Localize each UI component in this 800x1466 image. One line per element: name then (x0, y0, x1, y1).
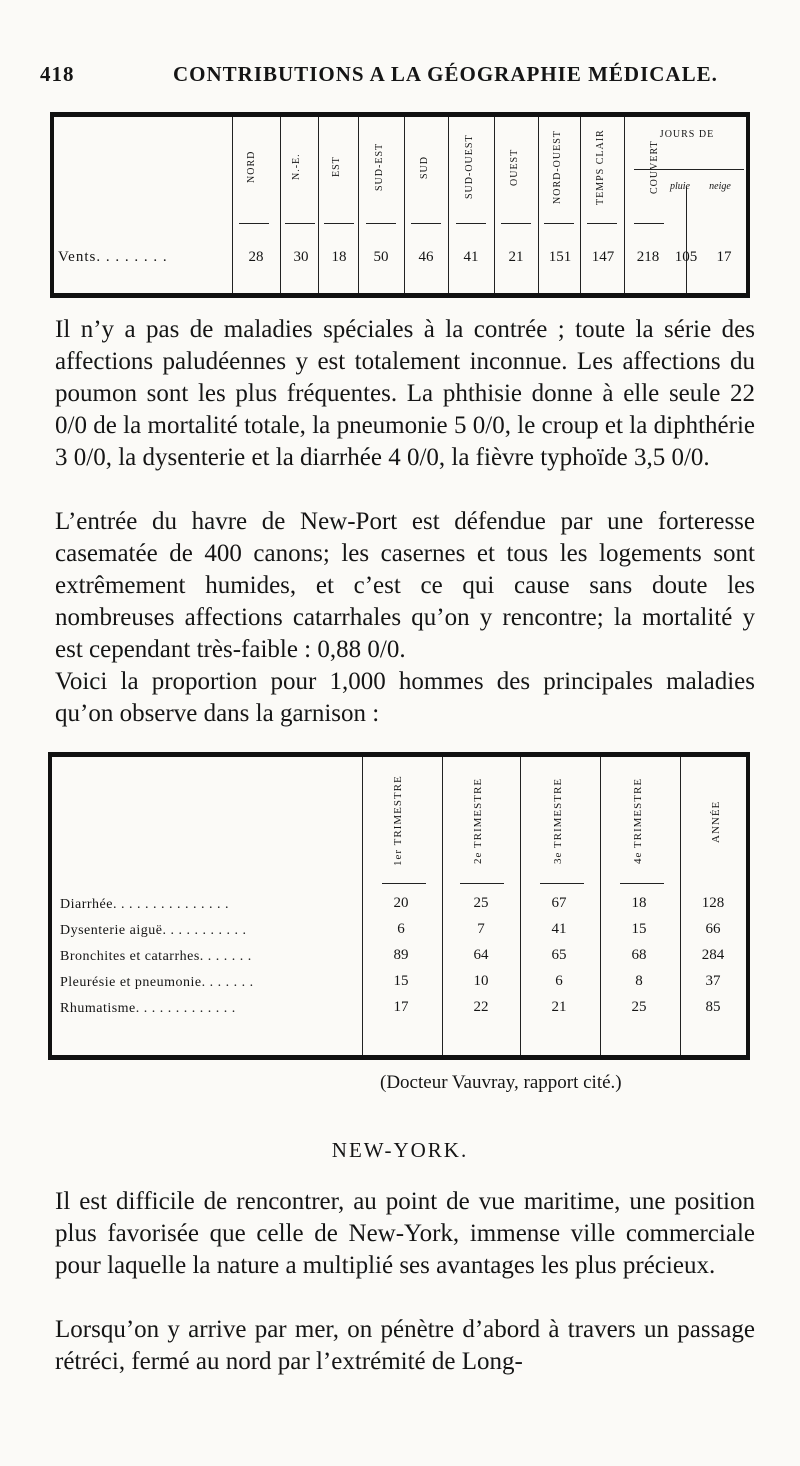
cell: 67 (551, 895, 567, 911)
cell: 8 (635, 973, 643, 989)
disease-col-annee: ANNÉE (710, 800, 722, 844)
cell: 10 (473, 973, 489, 989)
cell: 17 (393, 999, 409, 1015)
cell: 20 (393, 895, 409, 911)
winds-row-label: Vents. . . . . . . . (58, 249, 168, 265)
winds-value-4: 46 (418, 249, 434, 265)
page-number: 418 (40, 62, 75, 86)
cell: 18 (631, 895, 647, 911)
jours-sub-pluie: pluie (670, 181, 690, 192)
cell: 128 (701, 895, 725, 911)
cell: 25 (631, 999, 647, 1015)
paragraph-proportion: Voici la proportion pour 1,000 hommes des principales maladies qu’on observe dans la garnison : (55, 668, 755, 727)
jours-value-pluie: 105 (674, 249, 698, 265)
disease-col-trim1: 1er TRIMESTRE (392, 775, 404, 867)
cell: 37 (705, 973, 721, 989)
running-title: CONTRIBUTIONS A LA GÉOGRAPHIE MÉDICALE. (173, 62, 718, 86)
paragraph-arrival: Lorsqu’on y arrive par mer, on pénètre d’abord à travers un passage rétréci, fermé au nord par l’extrémité de Long- (55, 1316, 755, 1375)
cell: 89 (393, 947, 409, 963)
winds-col-0: NORD (246, 150, 257, 184)
winds-col-8: TEMPS CLAIR (595, 129, 606, 205)
cell: 15 (631, 921, 647, 937)
winds-col-3: SUD-EST (374, 142, 385, 192)
winds-col-7: NORD-OUEST (552, 130, 563, 204)
winds-col-1: N.-E. (291, 153, 302, 181)
winds-col-9: COUVERT (649, 140, 660, 194)
winds-col-5: SUD-OUEST (464, 134, 475, 200)
section-title: NEW-YORK. (331, 1138, 469, 1162)
cell: 65 (551, 947, 567, 963)
disease-row-label: Dysenterie aiguë. . . . . . . . . . . (60, 923, 247, 938)
cell: 22 (473, 999, 489, 1015)
paragraph-newport: L’entrée du havre de New-Port est défendue par une forteresse casematée de 400 canons; les casernes et tous les logements sont extrêmement humides, et c’est ce qui cause sans doute les nombreuses affections catarrhales qu’on y rencontre; la mortalité y est cependant très-faible : 0,88 0/0. (55, 508, 755, 663)
cell: 15 (393, 973, 409, 989)
winds-col-6: OUEST (509, 148, 520, 186)
disease-col-trim3: 3e TRIMESTRE (552, 777, 564, 865)
cell: 6 (397, 921, 405, 937)
cell: 7 (477, 921, 485, 937)
winds-table (50, 112, 750, 298)
winds-value-2: 18 (331, 249, 347, 265)
cell: 85 (705, 999, 721, 1015)
paragraph-maladies: Il n’y a pas de maladies spéciales à la contrée ; toute la série des affections paludéennes y est totalement inconnue. Les affections du poumon sont les plus fréquentes. La phthisie donne à elle seule 22 0/0 de la mortalité totale, la pneumonie 5 0/0, le croup et la diphthérie 3 0/0, la dysenterie et la diarrhée 4 0/0, la fièvre typhoïde 3,5 0/0. (55, 316, 755, 471)
winds-value-8: 147 (591, 249, 615, 265)
winds-value-9: 218 (636, 249, 660, 265)
winds-value-6: 21 (508, 249, 524, 265)
disease-row-label: Pleurésie et pneumonie. . . . . . . (60, 975, 254, 990)
jours-sub-neige: neige (709, 181, 731, 192)
page-header (40, 62, 760, 92)
cell: 21 (551, 999, 567, 1015)
disease-row-label: Rhumatisme. . . . . . . . . . . . . (60, 1001, 236, 1016)
disease-row-label: Diarrhée. . . . . . . . . . . . . . . (60, 897, 229, 912)
winds-value-3: 50 (373, 249, 389, 265)
winds-value-5: 41 (463, 249, 479, 265)
paragraph-newyork: Il est difficile de rencontrer, au point de vue maritime, une position plus favorisée que celle de New-York, immense ville commerciale pour laquelle la nature a multiplié ses avantages les plus précieux. (55, 1188, 755, 1279)
cell: 284 (701, 947, 725, 963)
disease-col-trim2: 2e TRIMESTRE (472, 777, 484, 865)
winds-col-2: EST (331, 156, 342, 178)
winds-value-0: 28 (248, 249, 264, 265)
cell: 25 (473, 895, 489, 911)
disease-col-trim4: 4e TRIMESTRE (632, 777, 644, 865)
disease-table (48, 752, 750, 1060)
jours-label: JOURS DE (659, 129, 715, 140)
cell: 6 (555, 973, 563, 989)
winds-value-1: 30 (293, 249, 309, 265)
winds-value-7: 151 (548, 249, 572, 265)
cell: 41 (551, 921, 567, 937)
cell: 68 (631, 947, 647, 963)
cell: 64 (473, 947, 489, 963)
cell: 66 (705, 921, 721, 937)
winds-col-4: SUD (419, 155, 430, 179)
citation: (Docteur Vauvray, rapport cité.) (380, 1072, 622, 1093)
jours-value-neige: 17 (716, 249, 732, 265)
disease-row-label: Bronchites et catarrhes. . . . . . . (60, 949, 252, 964)
